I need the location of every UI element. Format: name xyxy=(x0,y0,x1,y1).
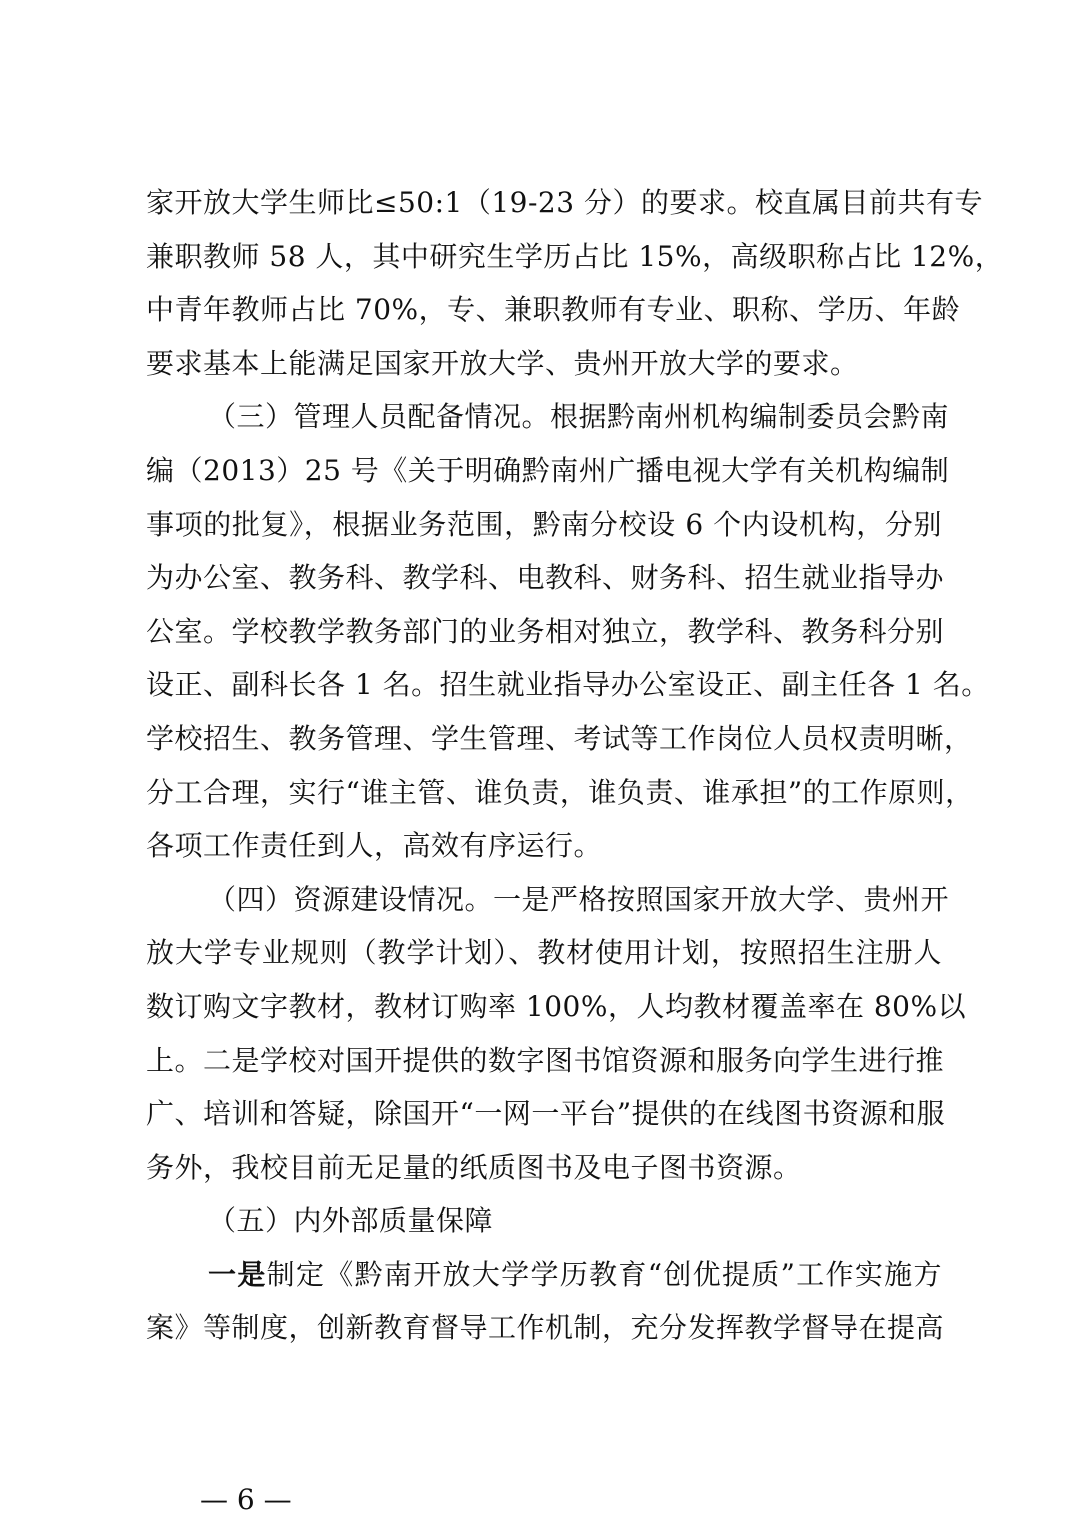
text-line: 放大学专业规则（教学计划）、教材使用计划，按照招生注册人 xyxy=(146,936,942,970)
text-line: 学校招生、教务管理、学生管理、考试等工作岗位人员权责明晰， xyxy=(146,721,973,755)
document-body xyxy=(146,176,1004,1355)
text-line: 要求基本上能满足国家开放大学、贵州开放大学的要求。 xyxy=(146,346,859,380)
text-line xyxy=(146,1248,942,1302)
text-line: 为办公室、教务科、教学科、电教科、财务科、招生就业指导办 xyxy=(146,561,945,595)
text-line: 上。二是学校对国开提供的数字图书馆资源和服务向学生进行推 xyxy=(146,1043,945,1077)
text-line-rest: 制定《黔南开放大学学历教育“创优提质”工作实施方 xyxy=(266,1257,942,1291)
text-line: 公室。学校教学教务部门的业务相对独立，教学科、教务科分别 xyxy=(146,614,945,648)
text-line: 分工合理，实行“谁主管、谁负责，谁负责、谁承担”的工作原则， xyxy=(146,775,974,809)
section-three-heading-line: （三）管理人员配备情况。根据黔南州机构编制委员会黔南 xyxy=(208,400,950,434)
text-line: 案》等制度，创新教育督导工作机制，充分发挥教学督导在提高 xyxy=(146,1311,945,1345)
text-line: 设正、副科长各 1 名。招生就业指导办公室设正、副主任各 1 名。 xyxy=(146,668,990,702)
page-number: — 6 — xyxy=(200,1483,292,1516)
text-line: 务外，我校目前无足量的纸质图书及电子图书资源。 xyxy=(146,1150,802,1184)
text-line: 数订购文字教材，教材订购率 100%，人均教材覆盖率在 80%以 xyxy=(146,989,967,1023)
text-line: 家开放大学生师比≤50:1（19-23 分）的要求。校直属目前共有专 xyxy=(146,186,983,219)
text-line: 广、培训和答疑，除国开“一网一平台”提供的在线图书资源和服 xyxy=(146,1097,946,1131)
text-line: 编（2013）25 号《关于明确黔南州广播电视大学有关机构编制 xyxy=(146,453,950,487)
text-line: 事项的批复》，根据业务范围，黔南分校设 6 个内设机构，分别 xyxy=(146,507,942,541)
text-line: 中青年教师占比 70%，专、兼职教师有专业、职称、学历、年龄 xyxy=(146,293,961,327)
section-four-heading-line: （四）资源建设情况。一是严格按照国家开放大学、贵州开 xyxy=(208,882,950,916)
bold-lead-text: 一是 xyxy=(208,1257,267,1291)
text-line: 兼职教师 58 人，其中研究生学历占比 15%，高级职称占比 12%， xyxy=(146,239,1004,273)
text-line: 各项工作责任到人，高效有序运行。 xyxy=(146,829,603,863)
section-five-heading: （五）内外部质量保障 xyxy=(208,1204,494,1238)
